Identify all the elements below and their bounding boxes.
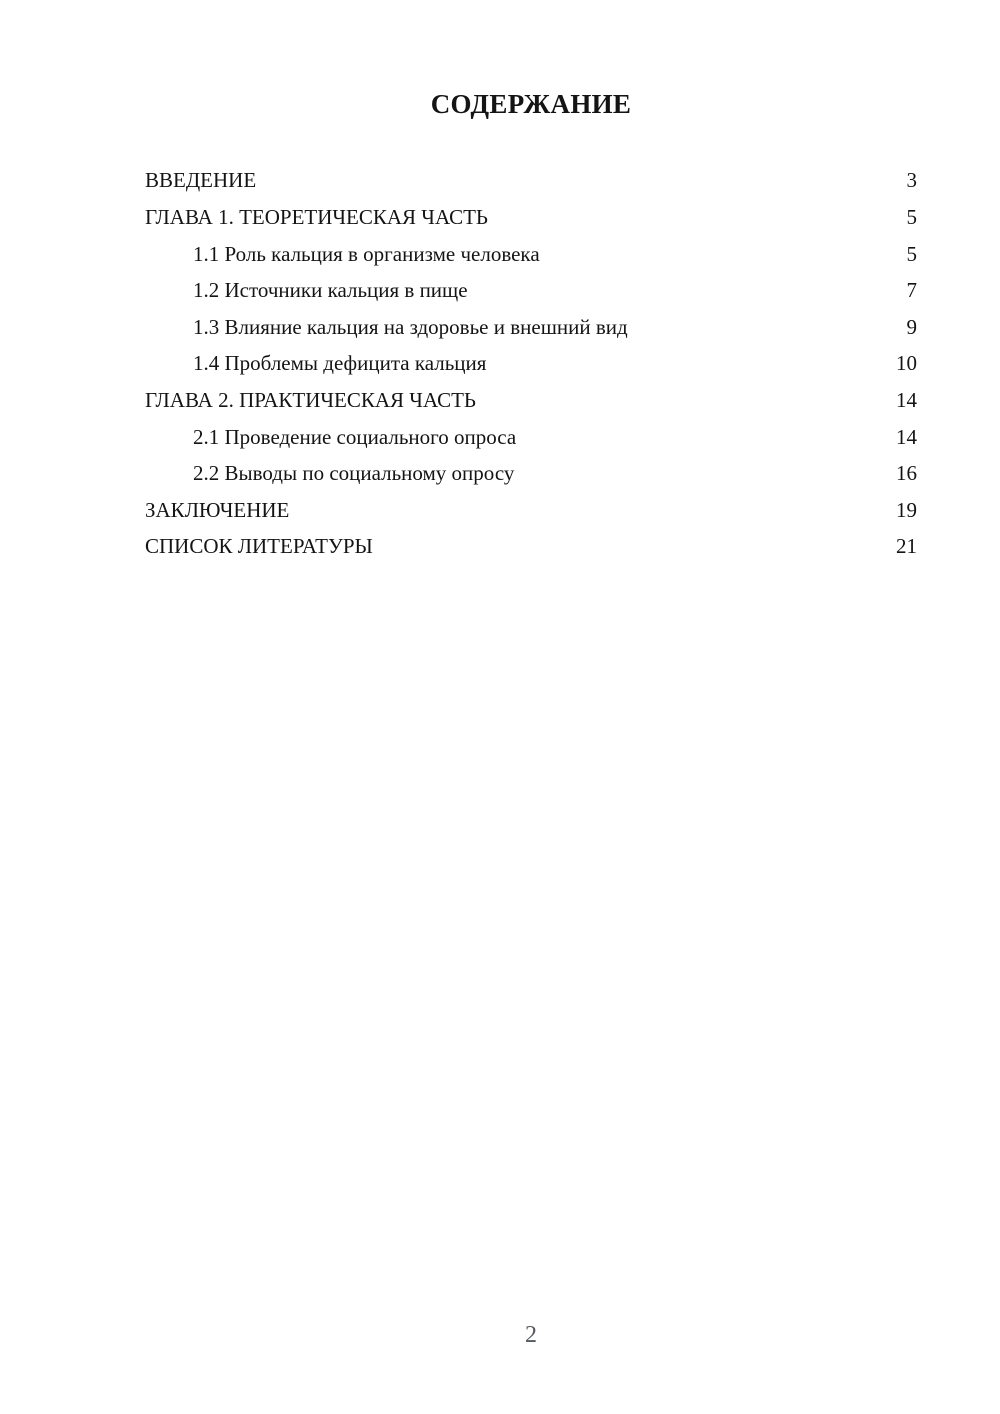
toc-entry-page: 9: [906, 314, 917, 339]
toc-entry-page: 14: [896, 424, 917, 449]
toc-entry-label: СПИСОК ЛИТЕРАТУРЫ: [145, 534, 373, 559]
toc-entry-page: 16: [896, 461, 917, 486]
toc-entry: [145, 309, 917, 346]
toc-entry: [145, 345, 917, 382]
page-title: СОДЕРЖАНИЕ: [430, 89, 632, 119]
toc-entry: [145, 382, 917, 419]
toc-entry-label: ВВЕДЕНИЕ: [145, 168, 257, 193]
toc-entry: [145, 272, 917, 309]
toc-entry-page: 7: [906, 278, 917, 303]
toc-entry-label: 1.3 Влияние кальция на здоровье и внешний вид: [193, 314, 628, 339]
toc-entry-page: 10: [896, 351, 917, 376]
page-footer: [145, 1322, 917, 1349]
toc-entry-label: 2.2 Выводы по социальному опросу: [193, 461, 515, 486]
page-number: 2: [525, 1322, 537, 1348]
toc-entry: [145, 419, 917, 456]
toc-entry-page: 5: [906, 241, 917, 266]
toc-entry-label: 1.1 Роль кальция в организме человека: [193, 241, 540, 266]
toc-entry: [145, 199, 917, 236]
toc-entry-page: 21: [896, 534, 917, 559]
toc-entry-page: 14: [896, 387, 917, 412]
toc-entry: [145, 528, 917, 565]
toc-entry: [145, 162, 917, 199]
toc-entry-label: ГЛАВА 1. ТЕОРЕТИЧЕСКАЯ ЧАСТЬ: [145, 204, 488, 229]
toc-entry-label: ГЛАВА 2. ПРАКТИЧЕСКАЯ ЧАСТЬ: [145, 387, 476, 412]
table-of-contents: [145, 162, 917, 565]
toc-entry-label: ЗАКЛЮЧЕНИЕ: [145, 497, 290, 522]
toc-entry-label: 2.1 Проведение социального опроса: [193, 424, 517, 449]
toc-entry-label: 1.2 Источники кальция в пище: [193, 278, 468, 303]
toc-entry: [145, 455, 917, 492]
toc-entry-page: 3: [906, 168, 917, 193]
toc-entry: [145, 492, 917, 529]
toc-entry-page: 5: [906, 204, 917, 229]
toc-entry-page: 19: [896, 497, 917, 522]
toc-entry: [145, 236, 917, 273]
toc-entry-label: 1.4 Проблемы дефицита кальция: [193, 351, 487, 376]
